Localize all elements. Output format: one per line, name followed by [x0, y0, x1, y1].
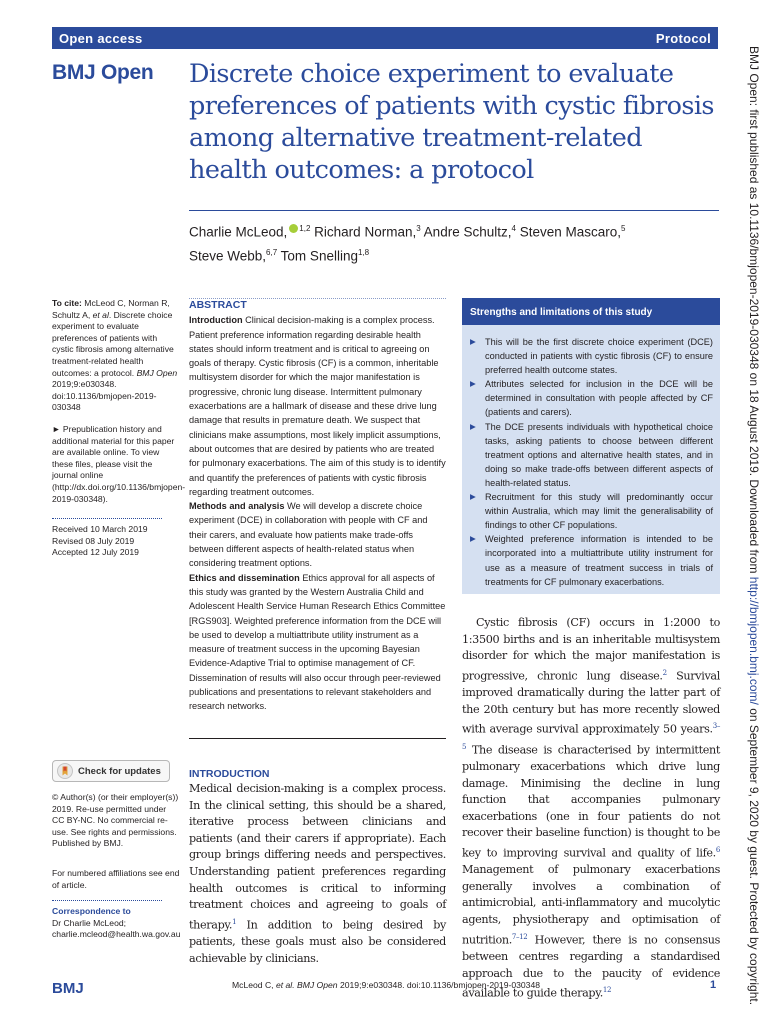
check-for-updates-button[interactable]: [52, 760, 170, 782]
footer-cite-text: McLeod C,: [232, 980, 276, 990]
footer-bmj-logo[interactable]: BMJ: [52, 980, 84, 997]
reference-link[interactable]: 2: [662, 668, 667, 677]
cf-background-paragraph: [462, 615, 720, 1002]
bookmark-icon: [57, 763, 73, 779]
introduction-heading: INTRODUCTION: [189, 768, 270, 780]
reference-link[interactable]: 7–12: [511, 932, 528, 941]
correspondence-name: Dr Charlie McLeod;: [52, 917, 127, 928]
download-notice: [741, 46, 767, 1006]
paragraph-text: Survival improved dramatically during the latter part of the 20th century but has more recently slowed with average survival approximately 50 years.: [462, 669, 720, 737]
abstract: [189, 298, 447, 714]
paragraph-text: Medical decision-making is a complex process. In the clinical setting, this should be a shared, iterative process between clinicians and patients (and their carers if appropriate). Each group brings differing needs and perspectives. Understanding patient preferences regarding health outcomes is critical to informing treatment choices and agreeing to goals of therapy.: [189, 782, 446, 932]
footer-cite-doi: 2019;9:e030348. doi:10.1136/bmjopen-2019-030348: [337, 980, 541, 990]
section-label: Methods and analysis: [189, 501, 285, 512]
cite-doi[interactable]: 2019;9:e030348. doi:10.1136/bmjopen-2019-030348: [52, 379, 157, 413]
download-text: BMJ Open: first published as 10.1136/bmjopen-2019-030348 on 18 August 2019. Downloaded from: [747, 46, 761, 577]
reference-link[interactable]: 12: [602, 986, 612, 995]
affiliation-ref: 4: [511, 224, 516, 233]
abstract-methods: [189, 499, 447, 570]
author-list: [189, 219, 709, 266]
introduction-paragraph: [189, 781, 446, 967]
title-divider: [189, 210, 719, 211]
author-name[interactable]: Tom Snelling: [277, 248, 358, 263]
cite-journal: BMJ Open: [136, 367, 178, 378]
paragraph-text: However, there is no consensus between centres regarding a standardised approach due to the paucity of evidence available to guide therapy.: [462, 933, 720, 1000]
strengths-list: [462, 325, 720, 589]
footer-cite-journal: et al. BMJ Open: [275, 980, 338, 990]
affiliation-ref: 3: [416, 224, 421, 233]
reference-link[interactable]: 6: [715, 845, 720, 854]
journal-link[interactable]: http://bmjopen.bmj.com/: [747, 576, 761, 705]
list-item: ▶ Weighted preference information is intended to be incorporated into a multiattribute utility instrument for use as a measure of treatment success in trials of treatments for CF pulmonary exacerbations.: [470, 532, 713, 588]
prepublication-note[interactable]: ► Prepublication history and additional material for this paper are available online. To view these files, please visit the journal online (http://dx.doi.org/10.1136/bmjopen-2019-030348).: [52, 424, 186, 504]
open-access-label: Open access: [59, 30, 143, 46]
affiliation-ref: 1,8: [357, 247, 370, 257]
list-item: ▶ This will be the first discrete choice experiment (DCE) conducted in patients with cystic fibrosis (CF) to ensure preferred health outcome states.: [470, 335, 713, 377]
article-type-label: Protocol: [655, 30, 711, 46]
author-name[interactable]: Steven Mascaro,: [515, 224, 621, 240]
section-label: Introduction: [189, 315, 243, 326]
abstract-introduction: [189, 313, 447, 499]
correspondence-email[interactable]: charlie.mcleod@health.wa.gov.au: [52, 929, 181, 940]
affiliation-ref: 5: [620, 224, 626, 233]
sidebar-divider: [52, 518, 162, 519]
revised-date: Revised 08 July 2019: [52, 535, 135, 546]
cite-text: . Discrete choice experiment to evaluate preferences of patients with cystic fibrosis among alternative treatment-related health outcomes: a protocol.: [52, 309, 174, 378]
list-item: ▶ Recruitment for this study will predominantly occur within Australia, which may limit the generalisability of findings to other CF populations.: [470, 490, 713, 532]
citation-block: [52, 298, 180, 414]
dates-block: [52, 524, 180, 559]
cite-text: McLeod C, Norman R, Schultz A,: [52, 298, 170, 320]
paragraph-text: In addition to being desired by patients, these goals must also be considered achievable by clinicians.: [189, 918, 446, 965]
correspondence-heading: Correspondence to: [52, 906, 131, 916]
author-name[interactable]: Steve Webb,: [189, 248, 267, 263]
correspondence-block: [52, 906, 180, 941]
strengths-limitations-box: [462, 298, 720, 594]
abstract-heading: ABSTRACT: [189, 299, 247, 311]
list-item: ▶ Attributes selected for inclusion in the DCE will be determined in consultation with people affected by CF (patients and carers).: [470, 377, 713, 419]
author-name[interactable]: Richard Norman,: [310, 224, 417, 240]
author-name[interactable]: Andre Schultz,: [420, 224, 512, 240]
abstract-ethics: [189, 571, 447, 714]
paragraph-text: Cystic fibrosis (CF) occurs in 1:2000 to 1:3500 births and is an inheritable multisystem disorder for which the major manifestation is progressive, chronic lung disease.: [462, 616, 720, 683]
section-text: Clinical decision-making is a complex process. Patient preference information regarding desirable health states should inform treatment and is critical to agreeing on goals of therapy. Cystic fibrosis (CF) is a common, inheritable multisystem disorder for which the major manifestation is progressive, chronic lung disease. Intermittent pulmonary exacerbations are a hallmark of disease and these drive lung damage that results in premature death. We suspect that clinicians make assumptions, most likely implicit assumptions, about outcomes that are desired by patients who are treated for pulmonary exacerbations. The aim of this study is to identify and quantify the preferences of patients with cystic fibrosis regarding treatment outcomes.: [189, 315, 446, 497]
sidebar-divider: [52, 900, 162, 901]
section-label: Ethics and dissemination: [189, 572, 300, 583]
affiliations-note: For numbered affiliations see end of article.: [52, 868, 180, 890]
download-text: on September 9, 2020 by guest. Protected by copyright.: [747, 704, 761, 1006]
author-name[interactable]: Charlie McLeod,: [189, 224, 288, 240]
reference-link[interactable]: 1: [232, 917, 237, 926]
page-number: 1: [710, 979, 717, 991]
reference-link[interactable]: 3–5: [462, 722, 720, 751]
paragraph-text: The disease is characterised by intermittent pulmonary exacerbations which drive lung damage. Minimising the decline in lung function that accompanies pulmonary exacerbations (one in four patients do not recover their baseline function) is thought to be key to improving survival and quality of life.: [462, 743, 720, 860]
section-text: We will develop a discrete choice experiment (DCE) in collaboration with people with CF and their carers, and evaluate how patients make trade-offs between different aspects of health-related status when considering treatment options.: [189, 501, 428, 569]
affiliation-ref: 1,2: [299, 224, 311, 233]
cite-label: To cite:: [52, 298, 82, 308]
abstract-bottom-rule: [189, 738, 446, 739]
article-title: Discrete choice experiment to evaluate preferences of patients with cystic fibrosis among alternative treatment-related health outcomes: a protocol: [189, 59, 714, 185]
cite-etal: et al: [92, 309, 109, 320]
section-text: Ethics approval for all aspects of this study was granted by the Western Australia Child and Adolescent Health Service Human Research Ethics Committee [RGS903]. Weighted preference information from the DCE will be used to develop a multiattribute utility instrument as a measure of treatment success in the upcoming Bayesian Evidence-Adaptive Trial to optimise management of CF. Dissemination of results will also occur through peer-reviewed publications and presentations to relevant stakeholders and research networks.: [189, 572, 446, 712]
journal-logo[interactable]: BMJ Open: [52, 61, 154, 84]
footer-citation: [232, 980, 540, 990]
list-item: ▶ The DCE presents individuals with hypothetical choice tasks, asking patients to choose between different treatment options and alternative health states, and in doing so make trade-offs between different aspects of health-related status.: [470, 420, 713, 490]
paragraph-text: Management of pulmonary exacerbations generally involves a combination of antimicrobial, anti-inflammatory and mucolytic agents, physiotherapy and optimisation of nutrition.: [462, 863, 720, 947]
affiliation-ref: 6,7: [266, 247, 278, 257]
header-bar: [52, 27, 718, 49]
check-updates-label: Check for updates: [78, 765, 161, 777]
strengths-heading: Strengths and limitations of this study: [462, 298, 720, 325]
copyright-note: © Author(s) (or their employer(s)) 2019. Re-use permitted under CC BY-NC. No commercial re-use. See rights and permissions. Published by BMJ.: [52, 792, 179, 849]
accepted-date: Accepted 12 July 2019: [52, 547, 139, 558]
orcid-icon[interactable]: [289, 224, 298, 233]
received-date: Received 10 March 2019: [52, 524, 148, 534]
